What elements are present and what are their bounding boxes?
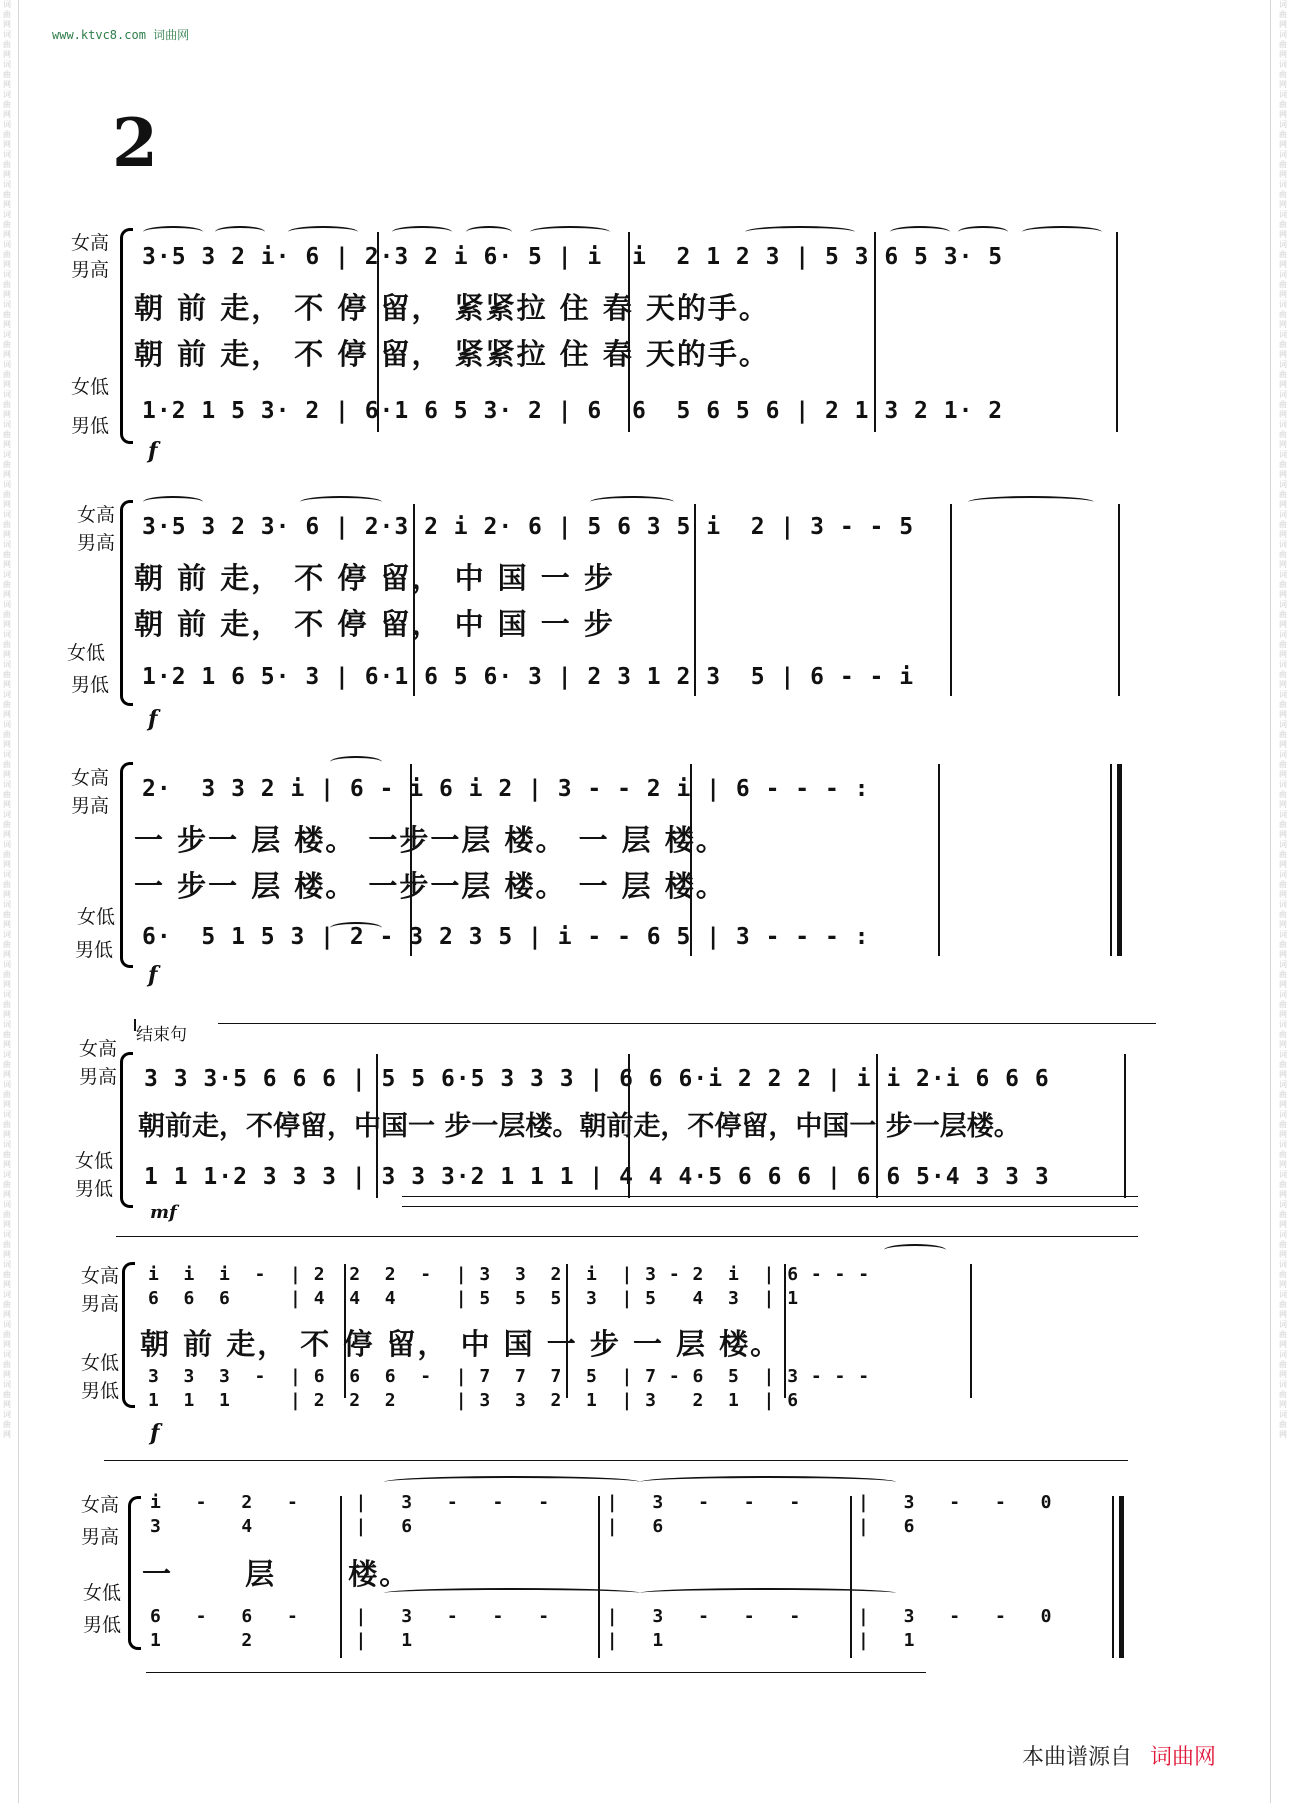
system-divider: [104, 1460, 1128, 1461]
alto-notes: 6 - 6 - | 3 - - - | 3 - - - | 3 - - 0: [150, 1606, 1064, 1627]
system-brace: [120, 762, 133, 968]
voice-label-tenor: 男高: [78, 1066, 117, 1088]
dynamic-marking: f: [148, 438, 158, 464]
dynamic-marking: f: [150, 1420, 160, 1446]
alto-notes: 3 3 3 - | 6 6 6 - | 7 7 7 5 | 7 - 6 5 | 3 - - -: [148, 1366, 871, 1387]
barline: [1110, 764, 1112, 956]
voice-label-alto: 女低: [80, 1352, 119, 1374]
voice-label-alto: 女低: [70, 376, 109, 398]
slur: [288, 226, 358, 238]
slur: [890, 226, 950, 238]
voice-label-tenor: 男高: [80, 1526, 119, 1548]
lyrics-verse-1: 一 步一 层 楼。 一步一层 楼。 一 层 楼。: [134, 823, 727, 857]
voice-label-soprano: 女高: [80, 1494, 119, 1516]
barline: [1112, 1496, 1114, 1658]
voice-label-tenor: 男高: [70, 795, 109, 817]
left-edge-watermark: 词曲网词曲网词曲网词曲网词曲网词曲网词曲网词曲网词曲网词曲网词曲网词曲网词曲网词曲网词曲网词曲网词曲网词曲网词曲网词曲网词曲网词曲网词曲网词曲网词曲网词曲网词曲网词曲网词曲网词曲网词曲网词曲网词曲网词曲网词曲网词曲网词曲网词曲网词曲网词曲网词曲网词曲网词曲网词曲网词曲网词曲网词曲网词曲网: [3, 0, 11, 1439]
bass-notes: 1 2 | 1 | 1 | 1: [150, 1630, 927, 1651]
voice-label-bass: 男低: [82, 1614, 121, 1636]
tie: [384, 1476, 640, 1488]
ending-bracket-line: [218, 1023, 1156, 1024]
voice-label-alto: 女低: [66, 642, 105, 664]
ending-bracket-corner: [134, 1019, 136, 1031]
lyrics-verse-1: 朝 前 走， 不 停 留， 紧紧拉 住 春 天的手。: [134, 291, 770, 325]
dynamic-marking: f: [148, 962, 158, 988]
slur: [143, 226, 203, 238]
voice-label-bass: 男低: [80, 1380, 119, 1402]
soprano-tenor-notes: 3·5 3 2 i· 6 | 2·3 2 i 6· 5 | i i 2 1 2 3 | 5 3 6 5 3· 5: [142, 244, 1004, 270]
beam-line: [402, 1196, 1138, 1197]
lyrics-verse-1: 朝前走，不停留，中国一 步一层楼。朝前走，不停留，中国一 步一层楼。: [138, 1111, 1021, 1142]
voice-label-bass: 男低: [70, 415, 109, 437]
slur: [466, 226, 512, 238]
voice-label-tenor: 男高: [80, 1293, 119, 1315]
tenor-notes: 6 6 6 | 4 4 4 | 5 5 5 3 | 5 4 3 | 1: [148, 1288, 800, 1309]
footer-source: [1022, 1740, 1216, 1771]
system-brace: [120, 500, 133, 706]
voice-label-alto: 女低: [82, 1582, 121, 1604]
soprano-tenor-notes: 2· 3 3 2 i | 6 - i 6 i 2 | 3 - - 2 i | 6 - - - :: [142, 776, 870, 802]
barline: [1118, 504, 1120, 696]
slur: [143, 496, 203, 508]
lyrics-verse-1: 朝 前 走， 不 停 留， 中 国 一 步 一 层 楼。: [140, 1327, 782, 1361]
system-brace: [120, 1052, 133, 1208]
slur: [530, 226, 610, 238]
repeat-end-barline: [1117, 764, 1122, 956]
footer-source-label: 本曲谱源自: [1022, 1745, 1133, 1770]
alto-bass-notes: 1 1 1·2 3 3 3 | 3 3 3·2 1 1 1 | 4 4 4·5 6 6 6 | 6 6 5·4 3 3 3: [144, 1164, 1050, 1190]
voice-label-bass: 男低: [70, 674, 109, 696]
soprano-notes: i - 2 - | 3 - - - | 3 - - - | 3 - - 0: [150, 1492, 1064, 1513]
system-divider: [146, 1672, 926, 1673]
voice-label-alto: 女低: [74, 1150, 113, 1172]
alto-bass-notes: 1·2 1 5 3· 2 | 6·1 6 5 3· 2 | 6 6 5 6 5 6 | 2 1 3 2 1· 2: [142, 398, 1004, 424]
voice-label-soprano: 女高: [70, 767, 109, 789]
dynamic-marking: mf: [150, 1202, 177, 1223]
voice-label-soprano: 女高: [76, 504, 115, 526]
right-edge-watermark: 词曲网词曲网词曲网词曲网词曲网词曲网词曲网词曲网词曲网词曲网词曲网词曲网词曲网词曲网词曲网词曲网词曲网词曲网词曲网词曲网词曲网词曲网词曲网词曲网词曲网词曲网词曲网词曲网词曲网词曲网词曲网词曲网词曲网词曲网词曲网词曲网词曲网词曲网词曲网词曲网词曲网词曲网词曲网词曲网词曲网词曲网词曲网词曲网: [1279, 0, 1287, 1439]
barline: [950, 504, 952, 696]
barline: [1124, 1054, 1126, 1198]
barline: [1116, 232, 1118, 432]
left-margin-rule: [18, 0, 19, 1803]
system-brace: [122, 1262, 135, 1408]
tie: [640, 1588, 896, 1598]
tenor-notes: 3 4 | 6 | 6 | 6: [150, 1516, 927, 1537]
dynamic-marking: f: [148, 706, 158, 732]
voice-label-tenor: 男高: [76, 532, 115, 554]
tie: [640, 1476, 896, 1488]
slur: [968, 496, 1094, 508]
final-barline: [1119, 1496, 1124, 1658]
soprano-tenor-notes: 3 3 3·5 6 6 6 | 5 5 6·5 3 3 3 | 6 6 6·i 2 2 2 | i i 2·i 6 6 6: [144, 1066, 1050, 1092]
slur: [1022, 226, 1102, 238]
system-brace: [120, 228, 133, 444]
slur: [590, 496, 674, 508]
voice-label-bass: 男低: [74, 939, 113, 961]
voice-label-bass: 男低: [74, 1178, 113, 1200]
alto-bass-notes: 6· 5 1 5 3 | 2 - 3 2 3 5 | i - - 6 5 | 3 - - - :: [142, 924, 870, 950]
footer-brand-link[interactable]: 词曲网: [1150, 1745, 1217, 1770]
slur: [884, 1244, 946, 1256]
voice-label-alto: 女低: [76, 906, 115, 928]
voice-label-soprano: 女高: [80, 1265, 119, 1287]
lyrics-verse-2: 一 步一 层 楼。 一步一层 楼。 一 层 楼。: [134, 869, 727, 903]
lyrics-verse-2: 朝 前 走， 不 停 留， 中 国 一 步: [134, 607, 615, 641]
page-number: 2: [112, 104, 158, 182]
slur: [330, 756, 382, 768]
slur: [745, 226, 855, 238]
beam-line: [402, 1206, 1138, 1207]
slur: [300, 496, 382, 508]
slur: [392, 226, 452, 238]
ending-label: 结束句: [136, 1025, 187, 1045]
slur: [215, 226, 265, 238]
soprano-notes: i i i - | 2 2 2 - | 3 3 2 i | 3 - 2 i | 6 - - -: [148, 1264, 871, 1285]
barline: [938, 764, 940, 956]
voice-label-soprano: 女高: [78, 1038, 117, 1060]
system-divider: [116, 1236, 1138, 1237]
system-brace: [128, 1496, 141, 1650]
right-margin-rule: [1270, 0, 1271, 1803]
bass-notes: 1 1 1 | 2 2 2 | 3 3 2 1 | 3 2 1 | 6: [148, 1390, 800, 1411]
alto-bass-notes: 1·2 1 6 5· 3 | 6·1 6 5 6· 3 | 2 3 1 2 3 5 | 6 - - i: [142, 664, 915, 690]
tie: [384, 1588, 640, 1598]
voice-label-soprano: 女高: [70, 232, 109, 254]
lyrics-verse-1: 一 层 楼。: [142, 1557, 411, 1591]
soprano-tenor-notes: 3·5 3 2 3· 6 | 2·3 2 i 2· 6 | 5 6 3 5 i 2 | 3 - - 5: [142, 514, 915, 540]
site-url: www.ktvc8.com 词曲网: [52, 28, 190, 42]
lyrics-verse-2: 朝 前 走， 不 停 留， 紧紧拉 住 春 天的手。: [134, 337, 770, 371]
lyrics-verse-1: 朝 前 走， 不 停 留， 中 国 一 步: [134, 561, 615, 595]
slur: [958, 226, 1008, 238]
voice-label-tenor: 男高: [70, 259, 109, 281]
barline: [970, 1264, 972, 1398]
